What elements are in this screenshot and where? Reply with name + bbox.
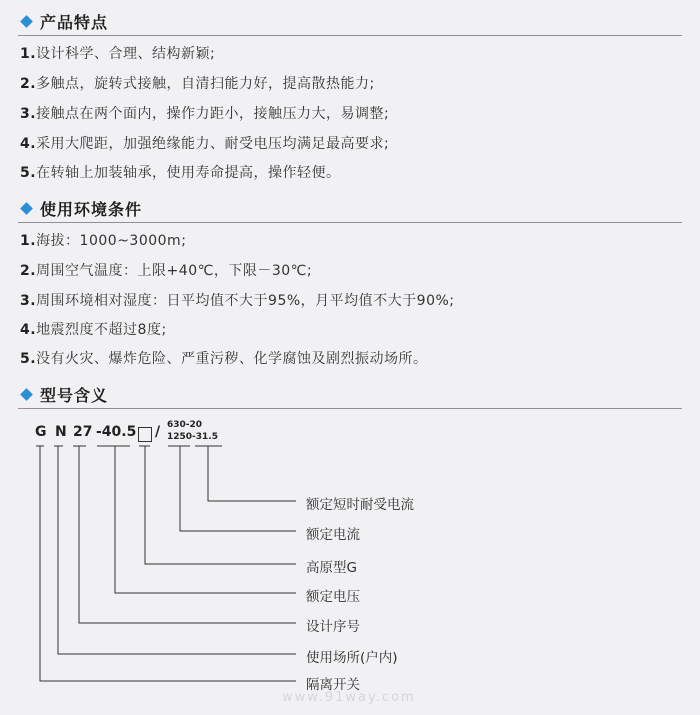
list-item: 2.周围空气温度：上限+40℃，下限－30℃; [20, 263, 313, 279]
section-title: 型号含义 [40, 385, 109, 405]
leader-line-rated-voltage [97, 446, 296, 593]
legend-isolating-switch: 隔离开关 [306, 677, 360, 693]
site-watermark: www.91way.com [282, 690, 416, 705]
section-title: 使用环境条件 [40, 199, 143, 219]
model-code-27: 27 [73, 424, 93, 440]
list-item: 3.周围环境相对湿度：日平均值不大于95%，月平均值不大于90%; [20, 293, 455, 309]
list-item: 4.采用大爬距，加强绝缘能力、耐受电压均满足最高要求; [20, 136, 390, 152]
list-item: 5.在转轴上加装轴承，使用寿命提高，操作轻便。 [20, 165, 341, 181]
leader-line-short-time-current [195, 446, 296, 501]
model-code-n: N [55, 424, 67, 440]
legend-usage-place: 使用场所(户内) [306, 650, 398, 666]
legend-short-time-current: 额定短时耐受电流 [306, 497, 414, 513]
section-title: 产品特点 [40, 12, 109, 32]
model-code-voltage: -40.5 [96, 424, 137, 440]
list-item: 1.设计科学、合理、结构新颖; [20, 46, 216, 62]
legend-plateau-type: 高原型G [306, 560, 357, 576]
legend-rated-current: 额定电流 [306, 527, 360, 543]
leader-line-rated-current [168, 446, 296, 531]
list-item: 4.地震烈度不超过8度; [20, 322, 167, 338]
model-code-g: G [35, 424, 47, 440]
legend-rated-voltage: 额定电压 [306, 589, 360, 605]
model-code-slash: / [155, 424, 161, 440]
legend-design-serial: 设计序号 [306, 619, 360, 635]
list-item: 5.没有火灾、爆炸危险、严重污秽、化学腐蚀及剧烈振动场所。 [20, 351, 428, 367]
leader-line-plateau-type [139, 446, 296, 564]
model-code-rating-bottom: 1250-31.5 [167, 432, 218, 442]
leader-line-design-serial [73, 446, 296, 623]
list-item: 2.多触点，旋转式接触，自清扫能力好，提高散热能力; [20, 76, 375, 92]
model-code-rating-top: 630-20 [167, 420, 203, 430]
list-item: 1.海拔：1000~3000m; [20, 233, 187, 249]
list-item: 3.接触点在两个面内，操作力距小，接触压力大，易调整; [20, 106, 390, 122]
